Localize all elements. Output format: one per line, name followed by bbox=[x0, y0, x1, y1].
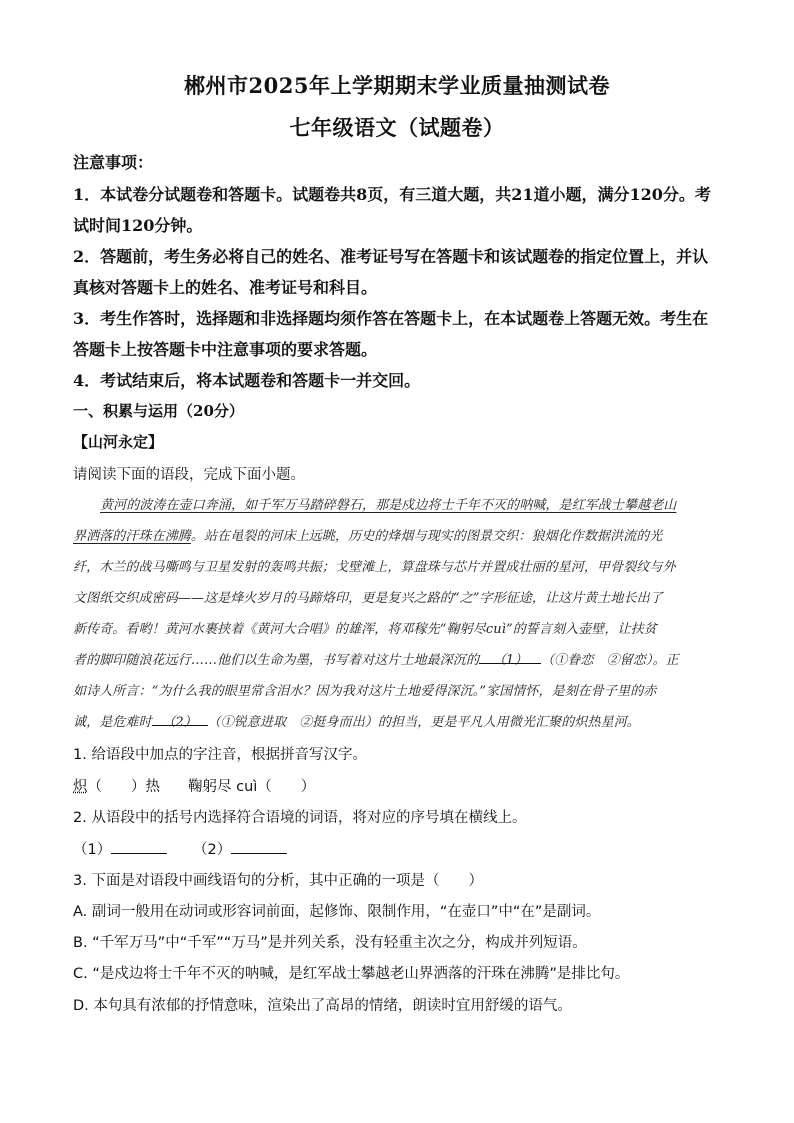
question-2-answer-1: （1） bbox=[73, 838, 167, 859]
question-2: 2. 从语段中的括号内选择符合语境的词语，将对应的序号填在横线上。 bbox=[73, 810, 527, 826]
blank-2[interactable]: （2） bbox=[152, 711, 208, 726]
passage-line-5: 新传奇。看哟！黄河水裹挟着《黄河大合唱》的雄浑，将邓稼先“鞠躬尽cuì”的誓言刻入壶壁，让扶贫 bbox=[73, 622, 657, 637]
answer-blank-2[interactable] bbox=[231, 839, 287, 854]
question-1: 1. 给语段中加点的字注音，根据拼音写汉字。 bbox=[73, 747, 367, 763]
notice-item-3a: 3．考生作答时，选择题和非选择题均须作答在答题卡上，在本试题卷上答题无效。考生在 bbox=[73, 309, 709, 328]
dotted-char: 炽 bbox=[73, 779, 88, 795]
option-b[interactable]: B. “千军万马”中“千军”“万马”是并列关系，没有轻重主次之分，构成并列短语。 bbox=[73, 935, 587, 951]
topic-heading: 【山河永定】 bbox=[73, 433, 164, 451]
question-1-item-a: 炽（ ）热 bbox=[73, 779, 160, 795]
notice-item-4: 4．考试结束后，将本试题卷和答题卡一并交回。 bbox=[73, 371, 421, 390]
passage-line-4: 文图纸交织成密码——这是烽火岁月的马蹄烙印，更是复兴之路的“之”字形征途，让这片黄土地长出了 bbox=[73, 591, 663, 606]
passage-line-2: 界洒落的汗珠在沸腾。站在黾裂的河床上远眺，历史的烽烟与现实的图景交织：狼烟化作数据洪流的光 bbox=[73, 529, 663, 544]
passage-line-6: 者的脚印随浪花远行……他们以生命为墨，书写着对这片土地最深沉的 （1） （①眷恋 ②留恋）。正 bbox=[73, 649, 679, 668]
notice-item-1b: 试时间120分钟。 bbox=[73, 216, 203, 235]
question-1-item-b: 鞠躬尽 cuì（ ） bbox=[188, 779, 316, 795]
notice-item-2a: 2．答题前，考生务必将自己的姓名、准考证号写在答题卡和该试题卷的指定位置上，并认 bbox=[73, 247, 709, 266]
reading-instruction: 请阅读下面的语段，完成下面小题。 bbox=[73, 467, 305, 483]
notice-heading: 注意事项： bbox=[73, 153, 154, 172]
passage-underlined-end: 界洒落的汗珠在沸腾 bbox=[73, 529, 191, 544]
option-c[interactable]: C. “是戍边将士千年不灭的呐喊，是红军战士攀越老山界洒落的汗珠在沸腾”是排比句。 bbox=[73, 966, 630, 982]
notice-item-2b: 真核对答题卡上的姓名、准考证号和科目。 bbox=[73, 278, 378, 297]
exam-title: 郴州市2025年上学期期末学业质量抽测试卷 bbox=[184, 73, 610, 98]
question-3: 3. 下面是对语段中画线语句的分析，其中正确的一项是（ ） bbox=[73, 873, 483, 889]
section-heading: 一、积累与运用（20分） bbox=[73, 402, 244, 420]
notice-item-3b: 答题卡上按答题卡中注意事项的要求答题。 bbox=[73, 340, 378, 359]
question-2-answer-2: （2） bbox=[193, 838, 287, 859]
passage-line-1: 黄河的波涛在壶口奔涌，如千军万马踏碎磐石，那是戍边将士千年不灭的呐喊，是红军战士攀越老山 bbox=[100, 498, 677, 513]
option-a[interactable]: A. 副词一般用在动词或形容词前面，起修饰、限制作用，“在壶口”中“在”是副词。 bbox=[73, 904, 601, 920]
passage-line-8: 诚，是危难时 （2） （①锐意进取 ②挺身而出）的担当，更是平凡人用微光汇聚的炽热星河。 bbox=[73, 711, 640, 730]
blank-1[interactable]: （1） bbox=[479, 649, 541, 664]
exam-subtitle: 七年级语文（试题卷） bbox=[289, 115, 505, 140]
notice-item-1a: 1．本试卷分试题卷和答题卡。试题卷共8页，有三道大题，共21道小题，满分120分。考 bbox=[73, 185, 711, 204]
option-d[interactable]: D. 本句具有浓郁的抒情意味，渲染出了高昂的情绪，朗读时宜用舒缓的语气。 bbox=[73, 998, 572, 1014]
passage-line-3: 纤，木兰的战马嘶鸣与卫星发射的轰鸣共振；戈壁滩上，算盘珠与芯片并置成壮丽的星河，甲骨裂纹与外 bbox=[73, 560, 676, 575]
passage-line-7: 如诗人所言：“为什么我的眼里常含泪水？因为我对这片土地爱得深沉。”家国情怀，是刻在骨子里的赤 bbox=[73, 684, 657, 699]
answer-blank-1[interactable] bbox=[111, 839, 167, 854]
